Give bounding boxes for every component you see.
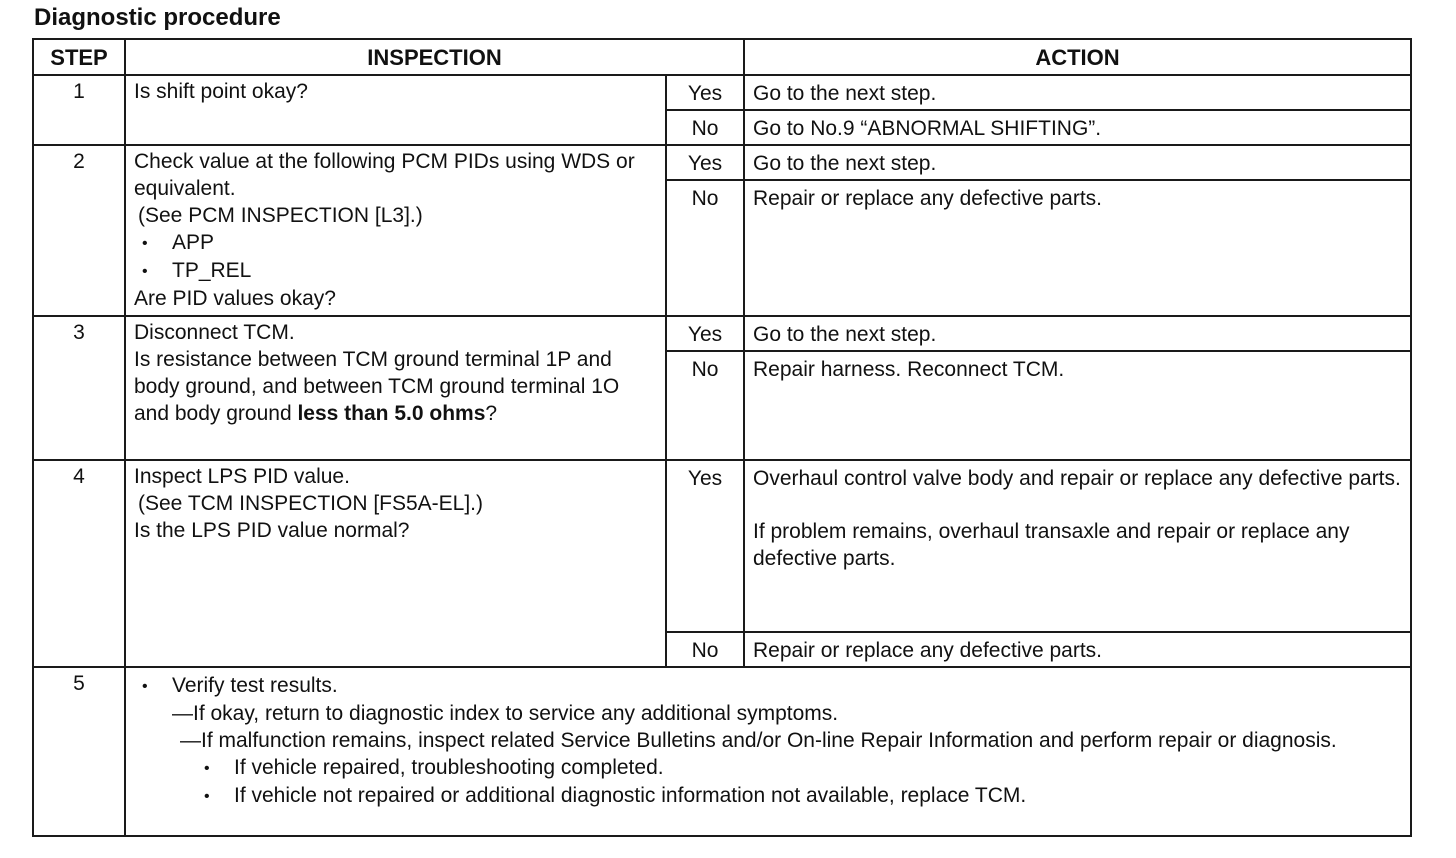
step-number: 3	[33, 316, 125, 460]
no-action: Go to No.9 “ABNORMAL SHIFTING”.	[744, 110, 1411, 145]
inspection-question	[134, 348, 619, 425]
table-row	[33, 460, 1411, 632]
header-row	[33, 39, 1411, 75]
no-label: No	[666, 180, 744, 316]
yes-label: Yes	[666, 75, 744, 110]
no-label: No	[666, 110, 744, 145]
yes-action: Go to the next step.	[744, 75, 1411, 110]
page-title: Diagnostic procedure	[34, 4, 281, 31]
inspection-text: Inspect LPS PID value.	[134, 465, 350, 488]
inspection-cell	[125, 316, 666, 460]
question-spec: less than 5.0 ohms	[297, 402, 486, 425]
yes-action: Go to the next step.	[744, 145, 1411, 180]
no-label: No	[666, 351, 744, 460]
table-row	[33, 667, 1411, 836]
inspection-reference: (See PCM INSPECTION [L3].)	[138, 204, 423, 227]
yes-action: Go to the next step.	[744, 316, 1411, 351]
sub-bullet-item: • If vehicle not repaired or additional diagnostic information not available, replace TCM.	[134, 782, 1402, 810]
paragraph-gap	[753, 492, 1402, 518]
no-action: Repair or replace any defective parts.	[744, 180, 1411, 316]
no-action: Repair harness. Reconnect TCM.	[744, 351, 1411, 460]
no-action: Repair or replace any defective parts.	[744, 632, 1411, 667]
inspection-text: Is shift point okay?	[134, 80, 308, 103]
action-text: Overhaul control valve body and repair or replace any defective parts.	[753, 467, 1401, 490]
bullet-item: • TP_REL	[134, 257, 657, 285]
diagnostic-table	[32, 38, 1412, 837]
no-label: No	[666, 632, 744, 667]
table-row	[33, 75, 1411, 110]
dash-item: — If malfunction remains, inspect related Service Bulletins and/or On-line Repair Information and perform repair or diagnosis.	[134, 727, 1402, 754]
inspection-reference: (See TCM INSPECTION [FS5A-EL].)	[138, 492, 484, 515]
step-number: 4	[33, 460, 125, 667]
inspection-cell	[125, 75, 666, 145]
inspection-text: Disconnect TCM.	[134, 321, 295, 344]
header-inspection: INSPECTION	[125, 39, 744, 75]
step-number: 5	[33, 667, 125, 836]
inspection-text: Check value at the following PCM PIDs using WDS or equivalent.	[134, 150, 635, 200]
inspection-question: Is the LPS PID value normal?	[134, 519, 410, 542]
step-number: 2	[33, 145, 125, 316]
yes-label: Yes	[666, 316, 744, 351]
header-action: ACTION	[744, 39, 1411, 75]
table-row	[33, 145, 1411, 180]
header-step: STEP	[33, 39, 125, 75]
inspection-cell	[125, 145, 666, 316]
table-row	[33, 316, 1411, 351]
action-text: If problem remains, overhaul transaxle and repair or replace any defective parts.	[753, 520, 1350, 570]
step-number: 1	[33, 75, 125, 145]
bullet-item: • APP	[134, 229, 657, 257]
sub-bullet-item: • If vehicle repaired, troubleshooting completed.	[134, 754, 1402, 782]
dash-item: — If okay, return to diagnostic index to service any additional symptoms.	[134, 700, 1402, 727]
inspection-question: Are PID values okay?	[134, 287, 336, 310]
question-text: Is resistance between TCM ground terminal 1P and body ground, and between TCM ground terminal 1O and body ground	[134, 348, 620, 425]
question-end: ?	[485, 402, 498, 425]
inspection-cell	[125, 460, 666, 667]
bullet-item: • Verify test results.	[134, 672, 1402, 700]
inspection-cell	[125, 667, 1411, 836]
yes-action	[744, 460, 1411, 632]
yes-label: Yes	[666, 145, 744, 180]
yes-label: Yes	[666, 460, 744, 632]
